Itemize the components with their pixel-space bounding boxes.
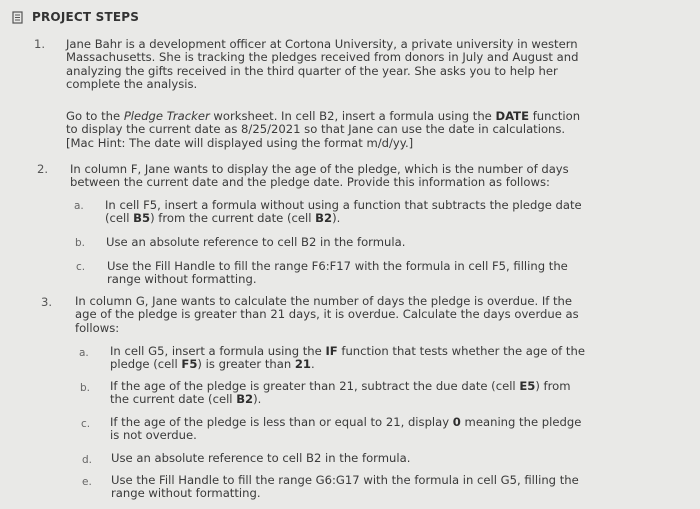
text-line (110, 345, 585, 358)
text-run: the current date (cell (110, 392, 237, 407)
text-line: In column G, Jane wants to calculate the number of days the pledge is overdue. If the (75, 294, 573, 308)
text-line: complete the analysis. (66, 77, 198, 92)
text-run: pledge (cell (110, 357, 182, 372)
cell-ref: B5 (133, 211, 151, 226)
page-title: PROJECT STEPS (32, 10, 140, 24)
step-number: 2. (37, 162, 49, 176)
step-number: 1. (34, 37, 46, 51)
text-line (110, 380, 571, 393)
text-line: Use the Fill Handle to fill the range G6:G17 with the formula in cell G5, filling the (111, 473, 579, 487)
sub-step-letter: e. (82, 476, 92, 488)
text-run: ) from (535, 379, 571, 393)
text-line (66, 110, 580, 123)
text-line (110, 393, 571, 406)
text-run: In cell G5, insert a formula using the (110, 344, 326, 358)
step-3a-text (110, 345, 585, 372)
step-2-intro (70, 163, 569, 190)
text-run: meaning the pledge (460, 415, 582, 429)
worksheet-name: Pledge Tracker (123, 109, 210, 123)
step-3e-text (111, 474, 579, 501)
text-line (105, 212, 582, 225)
text-run: (cell (105, 211, 134, 226)
text-line: is not overdue. (110, 428, 197, 443)
text-run: function that tests whether the age of the (337, 344, 585, 358)
step-2c-text (107, 260, 568, 287)
step-2a-text (105, 199, 582, 226)
text-line: to display the current date as 8/25/2021 so that Jane can use the date in calculations. (66, 122, 566, 137)
text-run: function (529, 109, 581, 123)
cell-ref: E5 (519, 379, 536, 393)
text-run: If the age of the pledge is less than or equal to 21, display (110, 415, 453, 429)
cell-ref: B2 (236, 392, 254, 407)
text-line: Massachusetts. She is tracking the pledges received from donors in July and August and (66, 50, 579, 65)
text-run: worksheet. In cell B2, insert a formula using the (209, 109, 496, 123)
text-run: Go to the (66, 109, 124, 123)
text-line: between the current date and the pledge date. Provide this information as follows: (70, 175, 550, 190)
sub-step-letter: c. (81, 418, 91, 430)
text-line: Use an absolute reference to cell B2 in the formula. (106, 235, 406, 249)
cell-ref: B2 (315, 211, 333, 226)
document-steps-icon (12, 11, 24, 24)
text-line (110, 416, 581, 429)
project-steps-header (12, 11, 139, 24)
step-3c-text (110, 416, 581, 443)
cell-ref: F5 (181, 357, 198, 372)
text-line: Use the Fill Handle to fill the range F6:F17 with the formula in cell F5, filling the (107, 259, 568, 273)
sub-step-letter: d. (82, 454, 93, 466)
display-value: 0 (452, 415, 461, 429)
text-line: In column F, Jane wants to display the age of the pledge, which is the number of days (70, 162, 569, 176)
step-3-intro (75, 295, 579, 335)
step-3b-text (110, 380, 571, 407)
text-line: follows: (75, 320, 120, 335)
text-run: ) from the current date (cell (150, 211, 316, 226)
text-line: Use an absolute reference to cell B2 in the formula. (111, 451, 411, 465)
text-line: analyzing the gifts received in the third quarter of the year. She asks you to help her (66, 63, 558, 78)
step-1-intro (66, 38, 578, 92)
text-run: ) is greater than (197, 357, 295, 372)
threshold-value: 21 (294, 357, 311, 372)
function-name: IF (325, 344, 338, 358)
mac-hint: [Mac Hint: The date will displayed using the format m/d/yy.] (66, 135, 414, 150)
text-line (110, 358, 585, 371)
sub-step-letter: a. (74, 200, 84, 212)
sub-step-letter: a. (79, 347, 89, 359)
text-run: If the age of the pledge is greater than 21, subtract the due date (cell (110, 379, 520, 393)
text-run: ). (253, 392, 262, 407)
step-number: 3. (41, 295, 53, 309)
text-run: ). (332, 211, 341, 226)
sub-step-letter: b. (75, 237, 86, 249)
function-name: DATE (495, 109, 530, 123)
sub-step-letter: b. (80, 382, 91, 394)
step-3d-text (111, 452, 410, 465)
text-run: . (311, 357, 315, 372)
text-line: range without formatting. (111, 486, 261, 501)
text-line: Jane Bahr is a development officer at Cortona University, a private university in western (66, 37, 578, 51)
step-2b-text (106, 236, 405, 249)
text-line: age of the pledge is greater than 21 days, it is overdue. Calculate the days overdue as (75, 307, 579, 322)
sub-step-letter: c. (76, 261, 86, 273)
step-1-instruction (66, 110, 580, 150)
text-line: In cell F5, insert a formula without using a function that subtracts the pledge date (105, 198, 582, 212)
text-line: range without formatting. (107, 272, 257, 287)
